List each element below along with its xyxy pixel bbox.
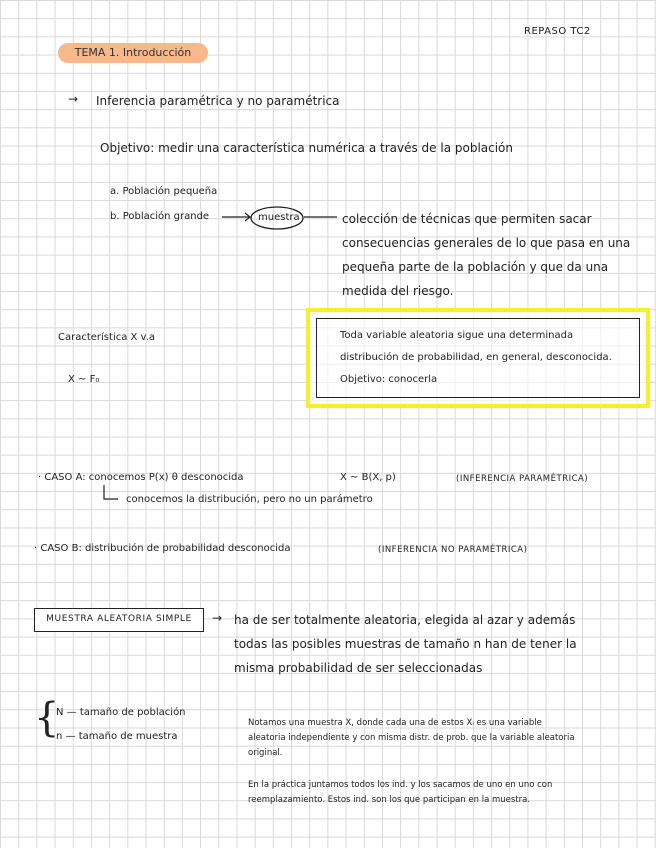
caso-a-subconnector [102, 484, 120, 504]
definition-line: medida del riesgo. [342, 284, 454, 298]
footnote-line: aleatoria independiente y con misma distr. de prob. que la variable aleatoria [248, 733, 575, 743]
sample-arrow: → [212, 611, 223, 625]
footnote-line: original. [248, 748, 283, 758]
caso-a-formula: X ~ B(X, p) [340, 472, 396, 483]
highlight-line: Objetivo: conocerla [340, 374, 438, 385]
caso-a-label: · CASO A: conocemos P(x) θ desconocida [38, 472, 244, 483]
course-label: REPASO TC2 [524, 26, 591, 37]
size-population: N — tamaño de población [56, 707, 186, 718]
sizes-brace: { [34, 695, 60, 741]
definition-line: pequeña parte de la población y que da una [342, 260, 609, 274]
definition-line: colección de técnicas que permiten sacar [342, 212, 592, 226]
heading-text: Inferencia paramétrica y no paramétrica [96, 94, 340, 108]
footnote-line: En la práctica juntamos todos los ind. y los sacamos de uno en uno con [248, 780, 553, 790]
caso-b-tag: (INFERENCIA NO PARAMÉTRICA) [378, 545, 528, 555]
size-sample: n — tamaño de muestra [56, 731, 178, 742]
distribution-formula: X ~ F₀ [68, 374, 100, 385]
caso-a-sub: conocemos la distribución, pero no un parámetro [126, 494, 373, 505]
sample-line: ha de ser totalmente aleatoria, elegida al azar y además [234, 613, 576, 627]
sample-box: MUESTRA ALEATORIA SIMPLE [34, 608, 204, 632]
objective-text: Objetivo: medir una característica numérica a través de la población [100, 141, 514, 155]
caso-a-tag: (INFERENCIA PARAMÉTRICA) [456, 474, 589, 484]
item-a: a. Población pequeña [110, 186, 218, 197]
footnote-line: reemplazamiento. Estos ind. son los que participan en la muestra. [248, 795, 531, 805]
highlight-line: distribución de probabilidad, en general, desconocida. [340, 352, 612, 363]
footnote-line: Notamos una muestra X, donde cada una de estos Xᵢ es una variable [248, 718, 542, 728]
sample-line: misma probabilidad de ser seleccionadas [234, 661, 483, 675]
topic-highlight: TEMA 1. Introducción [58, 43, 208, 63]
heading-arrow: → [68, 92, 79, 106]
caracteristica-note: Característica X v.a [58, 332, 156, 343]
item-b: b. Población grande [110, 211, 210, 222]
highlight-line: Toda variable aleatoria sigue una determinada [340, 330, 574, 341]
muestra-word: muestra [258, 212, 300, 223]
caso-b-label: · CASO B: distribución de probabilidad desconocida [34, 543, 291, 554]
sample-line: todas las posibles muestras de tamaño n han de tener la [234, 637, 577, 651]
definition-line: consecuencias generales de lo que pasa en una [342, 236, 631, 250]
